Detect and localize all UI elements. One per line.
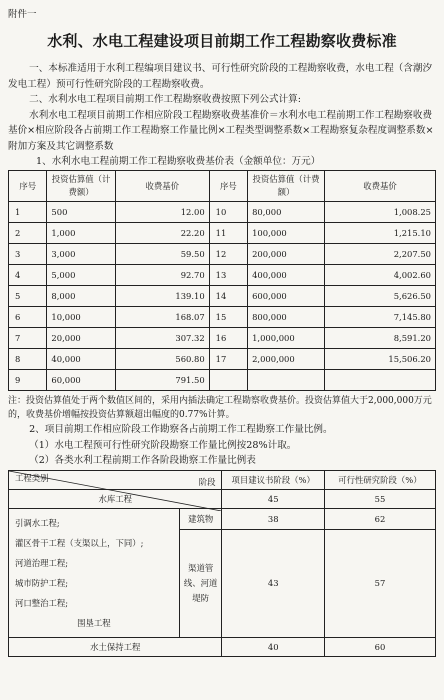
- row-no-right: 14: [209, 286, 247, 307]
- soil-feasibility: 60: [324, 637, 435, 656]
- row-no-left: 4: [9, 265, 47, 286]
- table-row: [9, 265, 436, 286]
- diagonal-header-cell: [9, 470, 222, 489]
- row-fee-left: 307.32: [115, 328, 209, 349]
- table-row: [9, 637, 436, 656]
- row-fee-left: 560.80: [115, 349, 209, 370]
- row-no-right: 12: [209, 244, 247, 265]
- corner-stage-label: 阶段: [198, 476, 216, 487]
- building-feasibility: 62: [324, 508, 435, 529]
- workload-ratio-table: [8, 470, 436, 657]
- reservoir-feasibility: 55: [324, 489, 435, 508]
- row-invest-right: [248, 370, 325, 391]
- fee-base-table: [8, 170, 436, 391]
- row-no-left: 9: [9, 370, 47, 391]
- table-header-row: [9, 171, 436, 202]
- row-fee-left: 22.20: [115, 223, 209, 244]
- row-fee-right: 5,626.50: [324, 286, 435, 307]
- row-no-left: 6: [9, 307, 47, 328]
- row-invest-right: 100,000: [248, 223, 325, 244]
- header-invest: 投资估算值（计费额）: [248, 171, 325, 202]
- section2-item2: （2）各类水利工程前期工作各阶段勘察工作量比例表: [29, 455, 256, 466]
- channel-proposal: 43: [222, 529, 324, 637]
- row-fee-left: 791.50: [115, 370, 209, 391]
- attachment-label: 附件一: [8, 9, 37, 20]
- table-row: [9, 349, 436, 370]
- table-row: [9, 244, 436, 265]
- row-invest-left: 1,000: [47, 223, 115, 244]
- row-fee-right: [324, 370, 435, 391]
- header-invest: 投资估算值（计费额）: [47, 171, 115, 202]
- group-item: 灌区骨干工程（支渠以上，下同）;: [15, 537, 144, 548]
- paragraph-formula-intro: 二、水利水电工程项目前期工作工程勘察收费按照下列公式计算:: [29, 94, 301, 105]
- section2-heading: 2、项目前期工作相应阶段工作勘察各占前期工作工程勘察工作量比例。: [29, 424, 333, 435]
- section2-item1: （1）水电工程预可行性研究阶段勘察工作量比例按28%计取。: [29, 439, 297, 451]
- row-no-left: 3: [9, 244, 47, 265]
- row-fee-left: 92.70: [115, 265, 209, 286]
- row-invest-right: 800,000: [248, 307, 325, 328]
- row-invest-left: 60,000: [47, 370, 115, 391]
- row-no-right: [209, 370, 247, 391]
- building-proposal: 38: [222, 508, 324, 529]
- row-fee-right: 8,591.20: [324, 328, 435, 349]
- header-base: 收费基价: [324, 171, 435, 202]
- row-fee-left: 12.00: [115, 202, 209, 223]
- table1-note: 注：投资估算值处于两个数值区间的，采用内插法确定工程勘察收费基价。投资估算值大于2,000,000万元的，收费基价增幅按投资估算额超出幅度的0.77%计算。: [8, 396, 432, 420]
- row-fee-right: 7,145.80: [324, 307, 435, 328]
- row-no-left: 1: [9, 202, 47, 223]
- row-invest-left: 3,000: [47, 244, 115, 265]
- group-item: 城市防护工程;: [15, 577, 69, 588]
- row-no-right: 10: [209, 202, 247, 223]
- table1-caption: 1、水利水电工程前期工作工程勘察收费基价表（金额单位：万元）: [36, 156, 321, 167]
- row-invest-left: 5,000: [47, 265, 115, 286]
- row-invest-left: 40,000: [47, 349, 115, 370]
- row-fee-right: 4,002.60: [324, 265, 435, 286]
- row-no-left: 2: [9, 223, 47, 244]
- row-invest-right: 400,000: [248, 265, 325, 286]
- table-row: [9, 508, 436, 529]
- fee-table-body: [9, 202, 436, 391]
- channel-feasibility: 57: [324, 529, 435, 637]
- reservoir-proposal: 45: [222, 489, 324, 508]
- header-proposal: 项目建议书阶段（%）: [222, 470, 324, 489]
- reservoir-label: 水库工程: [9, 489, 222, 508]
- table-row: [9, 328, 436, 349]
- group-item: 河口整治工程;: [15, 597, 69, 608]
- soil-label: 水土保持工程: [9, 637, 222, 656]
- building-label: 建筑物: [179, 508, 222, 529]
- document-title: 水利、水电工程建设项目前期工作工程勘察收费标准: [47, 32, 397, 50]
- group-item: 河道治理工程;: [15, 557, 69, 568]
- row-fee-right: 2,207.50: [324, 244, 435, 265]
- row-invest-left: 500: [47, 202, 115, 223]
- row-invest-left: 8,000: [47, 286, 115, 307]
- row-no-right: 13: [209, 265, 247, 286]
- row-invest-right: 80,000: [248, 202, 325, 223]
- paragraph-formula: 水利水电工程项目前期工作相应阶段工程勘察收费基准价＝水利水电工程前期工作工程勘察收费基价×相应阶段各占前期工作工程勘察工作量比例×工程类型调整系数×工程勘察复杂程度调整系数×附加方案及其它调整系数: [8, 109, 434, 152]
- row-no-right: 17: [209, 349, 247, 370]
- ratio-header-row: [9, 470, 436, 489]
- paragraph-scope: 一、本标准适用于水利工程编项目建议书、可行性研究阶段的工程勘察收费，水电工程（含潮汐发电工程）预可行性研究阶段的工程勘察收费。: [8, 63, 433, 90]
- row-no-right: 11: [209, 223, 247, 244]
- soil-proposal: 40: [222, 637, 324, 656]
- row-invest-left: 20,000: [47, 328, 115, 349]
- row-no-right: 16: [209, 328, 247, 349]
- table-row: [9, 307, 436, 328]
- row-fee-left: 59.50: [115, 244, 209, 265]
- row-invest-right: 2,000,000: [248, 349, 325, 370]
- row-fee-right: 15,506.20: [324, 349, 435, 370]
- table-row: [9, 286, 436, 307]
- row-fee-left: 139.10: [115, 286, 209, 307]
- group-item: 围垦工程: [77, 617, 111, 628]
- table-row: [9, 370, 436, 391]
- table-row: [9, 223, 436, 244]
- row-no-right: 15: [209, 307, 247, 328]
- table-row: [9, 202, 436, 223]
- row-invest-left: 10,000: [47, 307, 115, 328]
- corner-category-label: 工程类别: [15, 472, 49, 483]
- project-group-cell: [9, 508, 180, 637]
- row-invest-right: 600,000: [248, 286, 325, 307]
- row-invest-right: 200,000: [248, 244, 325, 265]
- row-no-left: 8: [9, 349, 47, 370]
- header-no: 序号: [9, 171, 47, 202]
- row-fee-right: 1,215.10: [324, 223, 435, 244]
- row-fee-left: 168.07: [115, 307, 209, 328]
- header-feasibility: 可行性研究阶段（%）: [324, 470, 435, 489]
- header-base: 收费基价: [115, 171, 209, 202]
- channel-label: 渠道管线、河道堤防: [179, 529, 222, 637]
- group-item: 引调水工程;: [15, 517, 60, 528]
- row-no-left: 5: [9, 286, 47, 307]
- row-fee-right: 1,008.25: [324, 202, 435, 223]
- row-invest-right: 1,000,000: [248, 328, 325, 349]
- row-no-left: 7: [9, 328, 47, 349]
- header-no: 序号: [209, 171, 247, 202]
